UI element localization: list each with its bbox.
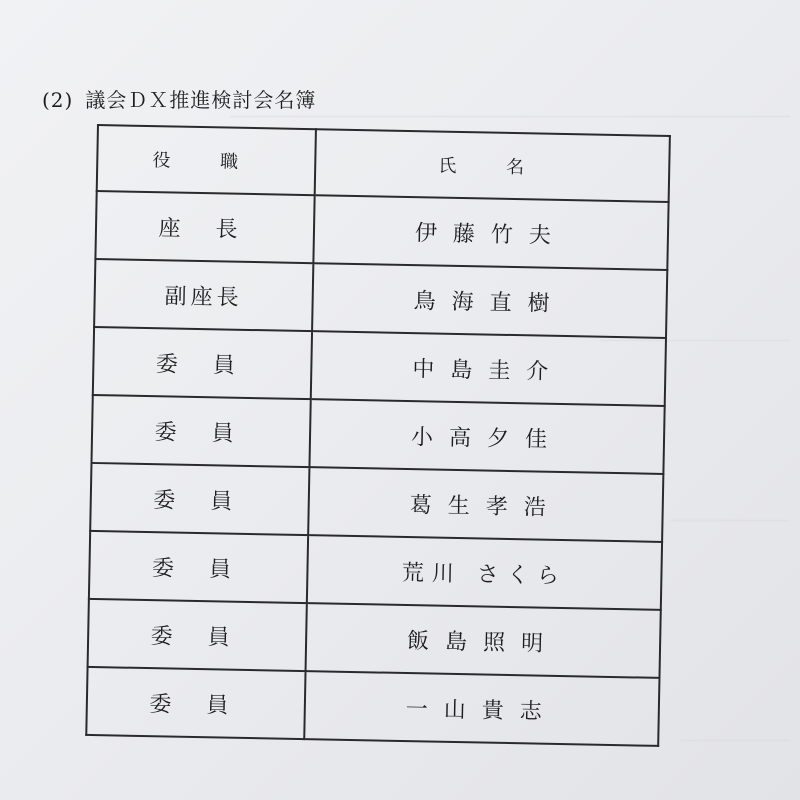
role-cell: 委 員 xyxy=(91,395,310,467)
table-row xyxy=(86,667,659,746)
role-cell: 委 員 xyxy=(90,463,309,535)
table-row xyxy=(90,463,663,542)
header-name: 氏 名 xyxy=(315,129,670,202)
name-cell: 中島圭介 xyxy=(311,331,666,406)
role-cell: 副座長 xyxy=(94,259,313,331)
section-number: (2) xyxy=(42,88,74,112)
name-cell: 荒川 さくら xyxy=(307,535,662,610)
name-cell: 葛生孝浩 xyxy=(308,467,663,542)
table-row xyxy=(93,327,666,406)
name-cell: 小高夕佳 xyxy=(309,399,664,474)
section-title: 議会ＤＸ推進検討会名簿 xyxy=(85,88,317,112)
role-cell: 委 員 xyxy=(88,599,307,671)
section-heading xyxy=(42,84,316,113)
table-header-row xyxy=(97,125,670,202)
table-row xyxy=(94,259,667,338)
role-cell: 委 員 xyxy=(89,531,308,603)
table-row xyxy=(95,191,668,270)
name-cell: 伊藤竹夫 xyxy=(313,195,668,270)
name-cell: 飯島照明 xyxy=(306,603,661,678)
role-cell: 座 長 xyxy=(95,191,314,263)
name-cell: 一山貴志 xyxy=(304,671,659,746)
bleed-through-text xyxy=(680,740,790,781)
bleed-through-text xyxy=(670,520,790,561)
role-cell: 委 員 xyxy=(93,327,312,399)
role-cell: 委 員 xyxy=(86,667,305,739)
table-row xyxy=(91,395,664,474)
member-roster-table xyxy=(85,124,671,747)
header-role: 役 職 xyxy=(97,125,316,195)
table-row xyxy=(89,531,662,610)
name-cell: 鳥海直樹 xyxy=(312,263,667,338)
table-row xyxy=(88,599,661,678)
